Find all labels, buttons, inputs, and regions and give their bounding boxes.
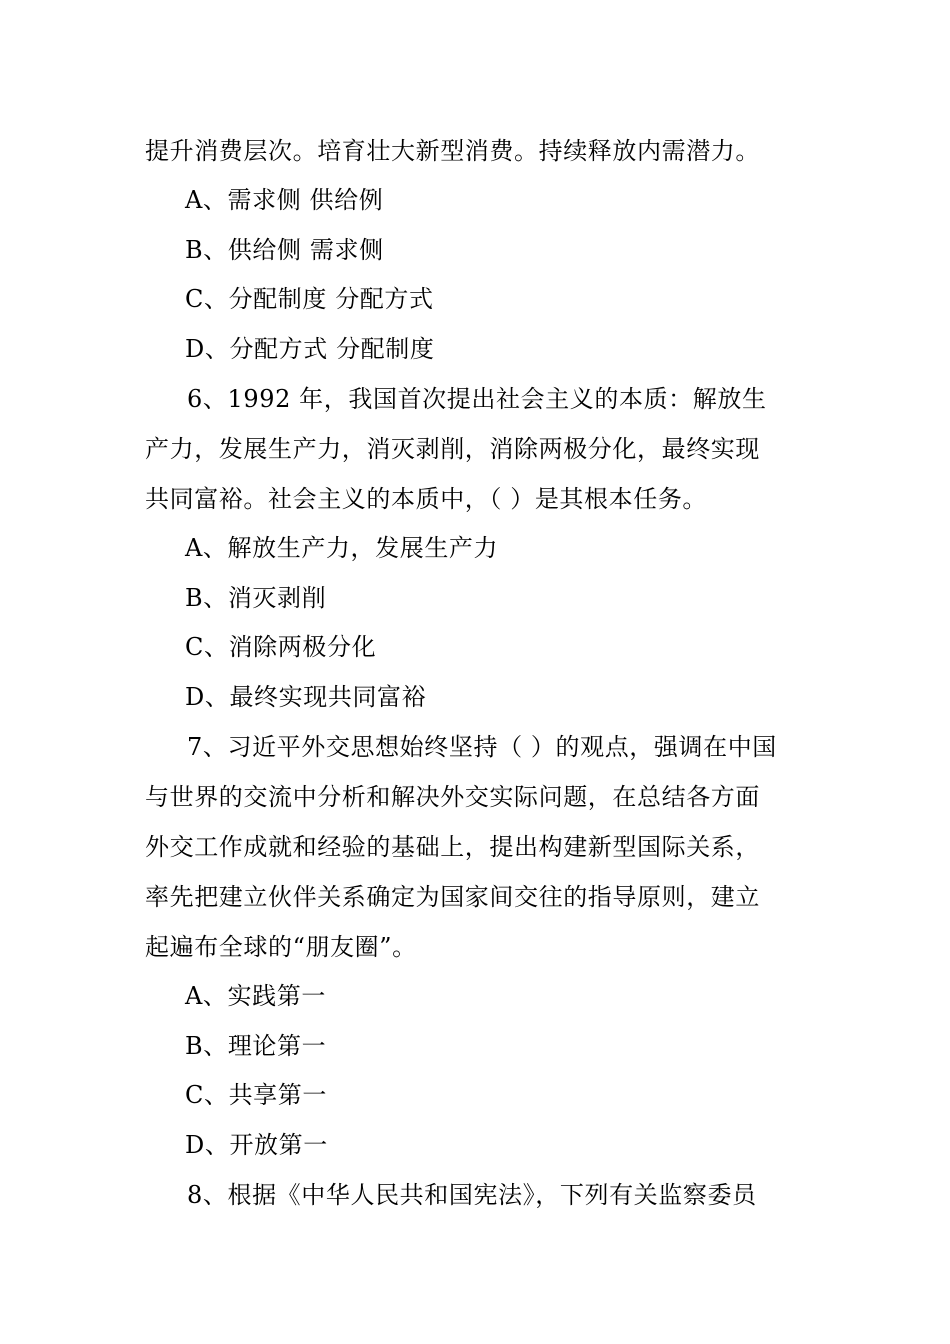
question-7-option-d: D、开放第一 <box>185 1131 328 1159</box>
question-7-option-a: A、实践第一 <box>185 982 326 1010</box>
question-6-line-1: 6、1992 年，我国首次提出社会主义的本质：解放生 <box>187 385 767 413</box>
question-8-line-1: 8、根据《中华人民共和国宪法》，下列有关监察委员 <box>187 1181 757 1209</box>
question-7-option-c: C、共享第一 <box>185 1081 327 1109</box>
question-5-option-b: B、供给侧 需求侧 <box>185 236 384 264</box>
question-7-option-b: B、理论第一 <box>185 1032 327 1060</box>
question-6-line-3: 共同富裕。社会主义的本质中，（ ）是其根本任务。 <box>145 485 708 513</box>
question-5-option-a: A、需求侧 供给例 <box>185 186 384 214</box>
question-7-line-4: 率先把建立伙伴关系确定为国家间交往的指导原则，建立 <box>145 883 760 911</box>
question-5-option-c: C、分配制度 分配方式 <box>185 285 434 313</box>
question-7-line-1: 7、习近平外交思想始终坚持（ ）的观点，强调在中国 <box>187 733 777 761</box>
question-7-line-5: 起遍布全球的“朋友圈”。 <box>145 933 417 961</box>
question-5-option-d: D、分配方式 分配制度 <box>185 335 435 363</box>
question-7-line-2: 与世界的交流中分析和解决外交实际问题，在总结各方面 <box>145 783 760 811</box>
question-7-line-3: 外交工作成就和经验的基础上，提出构建新型国际关系， <box>145 833 760 861</box>
question-6-option-d: D、最终实现共同富裕 <box>185 683 427 711</box>
question-6-line-2: 产力，发展生产力，消灭剥削，消除两极分化，最终实现 <box>145 435 760 463</box>
question-6-option-b: B、消灭剥削 <box>185 584 327 612</box>
question-6-option-c: C、消除两极分化 <box>185 633 377 661</box>
question-5-continuation: 提升消费层次。培育壮大新型消费。持续释放内需潜力。 <box>145 137 760 165</box>
question-6-option-a: A、解放生产力，发展生产力 <box>185 534 499 562</box>
